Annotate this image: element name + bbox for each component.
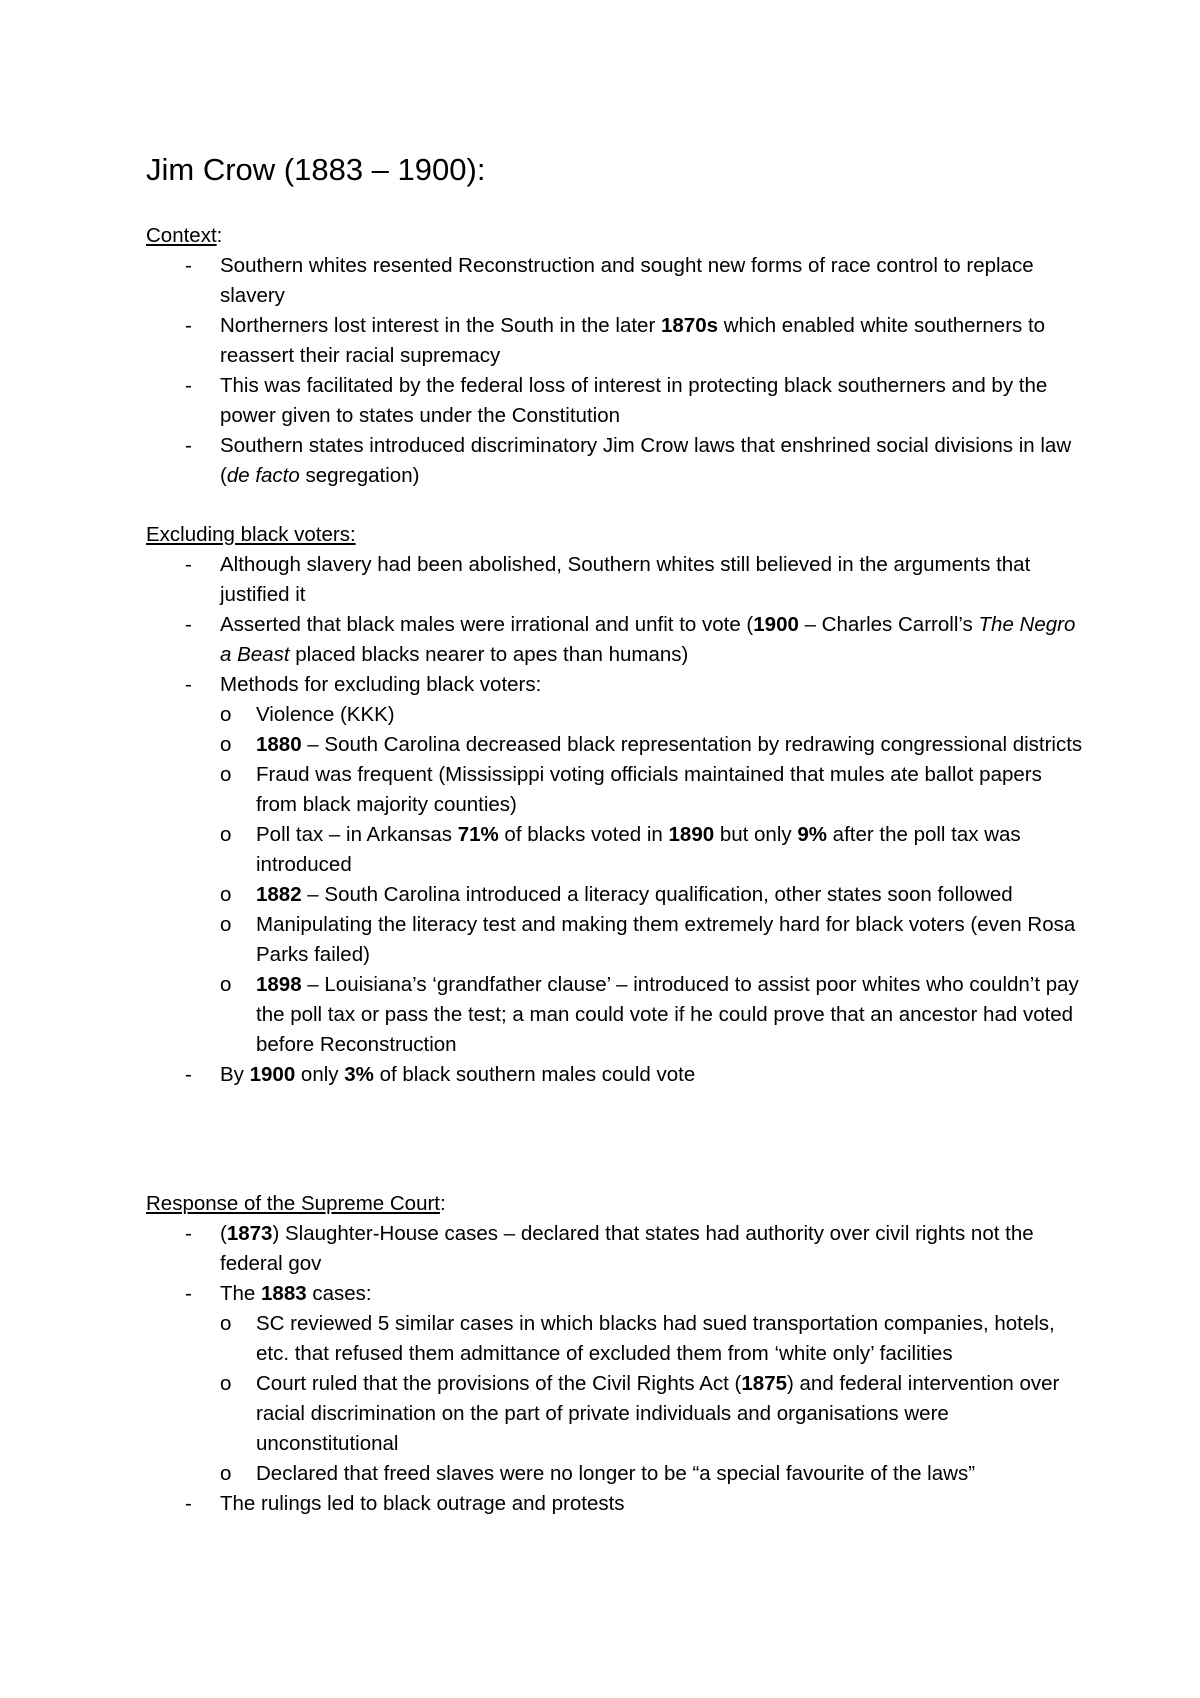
text-run: SC reviewed 5 similar cases in which blacks had sued transportation companies, hotels, etc. that refused them admittance of excluded them from ‘white only’ facilities	[256, 1312, 1055, 1365]
text-run: – South Carolina decreased black representation by redrawing congressional districts	[301, 733, 1083, 756]
circle-bullet: o	[220, 913, 232, 936]
sub-list-item	[146, 1369, 1086, 1459]
section-heading-text: Response of the Supreme Court	[146, 1192, 440, 1215]
section-heading	[146, 520, 1086, 550]
dash-bullet: -	[185, 553, 192, 576]
list-item	[146, 251, 1086, 311]
text-run: after the poll tax was introduced	[256, 823, 1021, 876]
section-heading	[146, 221, 1086, 251]
text-run: By	[220, 1063, 250, 1086]
bold-text: 1883	[261, 1282, 307, 1305]
text-run: – Louisiana’s ‘grandfather clause’ – introduced to assist poor whites who couldn’t pay the poll tax or pass the test; a man could vote if he could prove that an ancestor had voted before Reconstruction	[256, 973, 1079, 1056]
circle-bullet: o	[220, 703, 232, 726]
dash-bullet: -	[185, 254, 192, 277]
bullet-list	[146, 1219, 1086, 1519]
sub-list-item	[146, 1309, 1086, 1369]
dash-bullet: -	[185, 1282, 192, 1305]
dash-bullet: -	[185, 1063, 192, 1086]
text-run: – South Carolina introduced a literacy qualification, other states soon followed	[301, 883, 1013, 906]
text-run: of black southern males could vote	[373, 1063, 696, 1086]
bold-text: 1873	[226, 1222, 273, 1245]
text-run: Fraud was frequent (Mississippi voting officials maintained that mules ate ballot papers from black majority counties)	[256, 763, 1042, 816]
circle-bullet: o	[220, 1462, 232, 1485]
circle-bullet: o	[220, 1372, 232, 1395]
bold-text: 1880	[256, 733, 302, 756]
sub-list-item	[146, 700, 1086, 730]
text-run: ) Slaughter-House cases – declared that states had authority over civil rights not the federal gov	[220, 1222, 1034, 1275]
list-item	[146, 550, 1086, 610]
list-item	[146, 1060, 1086, 1090]
list-item	[146, 371, 1086, 431]
section-heading	[146, 1189, 1086, 1219]
text-run: ) and federal intervention over racial discrimination on the part of private individuals and organisations were unconstitutional	[256, 1372, 1060, 1455]
text-run: Although slavery had been abolished, Southern whites still believed in the arguments that justified it	[220, 553, 1031, 606]
circle-bullet: o	[220, 763, 232, 786]
sub-list-item	[146, 910, 1086, 970]
text-run: Southern whites resented Reconstruction and sought new forms of race control to replace slavery	[220, 254, 1034, 307]
list-item	[146, 311, 1086, 371]
text-run: segregation)	[299, 464, 420, 487]
dash-bullet: -	[185, 613, 192, 636]
text-run: Poll tax – in Arkansas	[256, 823, 458, 846]
sub-list-item	[146, 760, 1086, 820]
section-heading-text: Context	[146, 224, 217, 247]
bullet-list	[146, 251, 1086, 491]
circle-bullet: o	[220, 1312, 232, 1335]
text-run: placed blacks nearer to apes than humans)	[289, 643, 689, 666]
text-run: Methods for excluding black voters:	[220, 673, 542, 696]
text-run: This was facilitated by the federal loss of interest in protecting black southerners and by the power given to states under the Constitution	[220, 374, 1048, 427]
bold-text: 3%	[344, 1063, 374, 1086]
italic-text: de facto	[226, 464, 300, 487]
sub-list-item	[146, 880, 1086, 910]
bold-text: 71%	[457, 823, 499, 846]
list-item	[146, 670, 1086, 700]
list-item	[146, 610, 1086, 670]
bold-text: 1875	[741, 1372, 787, 1395]
bold-text: 1890	[668, 823, 715, 846]
text-run: Court ruled that the provisions of the Civil Rights Act (	[256, 1372, 742, 1395]
text-run: but only	[714, 823, 798, 846]
dash-bullet: -	[185, 1222, 192, 1245]
dash-bullet: -	[185, 374, 192, 397]
list-item	[146, 1489, 1086, 1519]
bold-text: 9%	[797, 823, 827, 846]
sub-list-item	[146, 820, 1086, 880]
sub-list-item	[146, 730, 1086, 760]
list-item	[146, 1279, 1086, 1309]
circle-bullet: o	[220, 973, 232, 996]
text-run: Violence (KKK)	[256, 703, 395, 726]
text-run: which enabled white southerners to reassert their racial supremacy	[220, 314, 1046, 367]
text-run: of blacks voted in	[498, 823, 669, 846]
list-item	[146, 431, 1086, 491]
text-run: The rulings led to black outrage and protests	[220, 1492, 625, 1515]
text-run: Manipulating the literacy test and making them extremely hard for black voters (even Rosa Parks failed)	[256, 913, 1076, 966]
section-heading-suffix: :	[440, 1192, 446, 1215]
circle-bullet: o	[220, 733, 232, 756]
page-title: Jim Crow (1883 – 1900):	[146, 152, 486, 187]
list-item	[146, 1219, 1086, 1279]
text-run: Northerners lost interest in the South in the later	[220, 314, 661, 337]
bold-text: 1900	[249, 1063, 296, 1086]
bold-text: 1882	[256, 883, 302, 906]
bold-text: 1870s	[660, 314, 718, 337]
text-run: Declared that freed slaves were no longer to be “a special favourite of the laws”	[256, 1462, 976, 1485]
section-context	[146, 221, 1086, 491]
circle-bullet: o	[220, 823, 232, 846]
text-run: (	[220, 1222, 227, 1245]
text-run: The	[220, 1282, 262, 1305]
circle-bullet: o	[220, 883, 232, 906]
dash-bullet: -	[185, 434, 192, 457]
dash-bullet: -	[185, 673, 192, 696]
text-run: Southern states introduced discriminatory Jim Crow laws that enshrined social divisions in law (	[220, 434, 1072, 487]
text-run: Asserted that black males were irrational and unfit to vote (	[220, 613, 754, 636]
sub-list-item	[146, 1459, 1086, 1489]
italic-text: The Negro a Beast	[220, 613, 1076, 666]
sub-list-item	[146, 970, 1086, 1060]
dash-bullet: -	[185, 1492, 192, 1515]
text-run: cases:	[306, 1282, 372, 1305]
text-run: – Charles Carroll’s	[798, 613, 979, 636]
section-excluding-black-voters	[146, 520, 1086, 1090]
section-heading-text: Excluding black voters:	[146, 523, 356, 546]
section-heading-suffix: :	[216, 224, 223, 247]
bold-text: 1898	[256, 973, 302, 996]
bold-text: 1900	[753, 613, 799, 636]
bullet-list	[146, 550, 1086, 1090]
text-run: only	[295, 1063, 345, 1086]
section-response-of-supreme-court	[146, 1189, 1086, 1519]
dash-bullet: -	[185, 314, 192, 337]
